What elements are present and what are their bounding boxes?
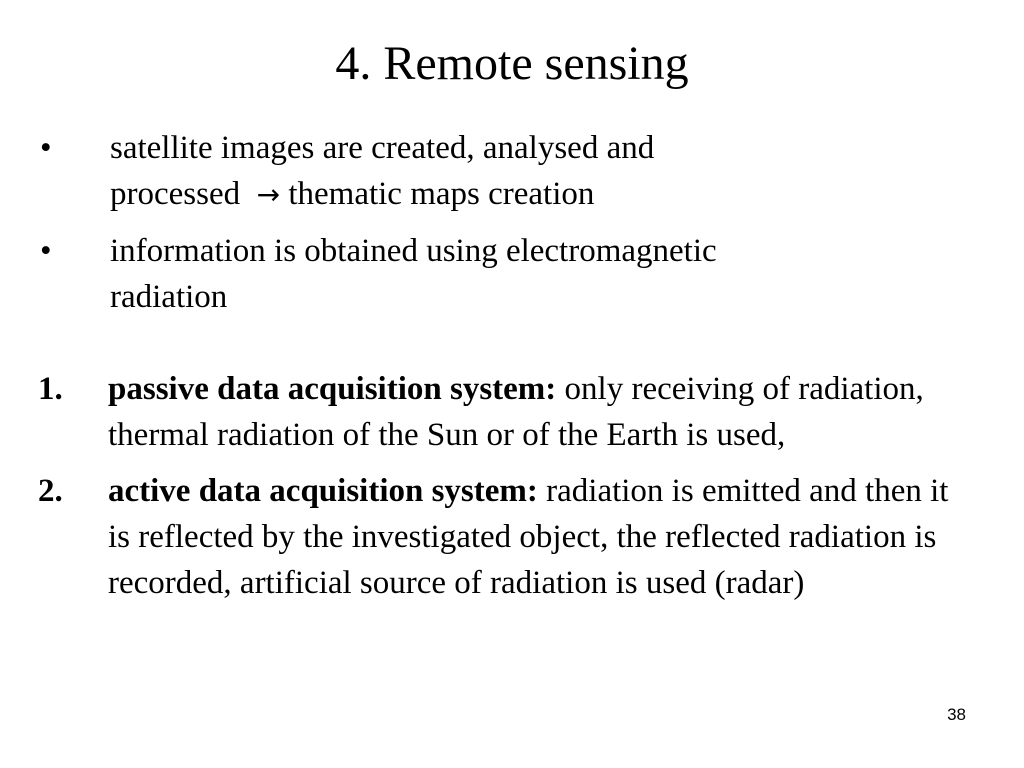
bullet-text-line2-start: processed bbox=[110, 176, 257, 212]
item-text bbox=[108, 366, 978, 458]
bullet-list bbox=[38, 125, 978, 320]
item-description: only receiving of radiation, thermal radiation of the Sun or of the Earth is used, bbox=[108, 371, 924, 453]
bullet-text-line1: information is obtained using electromagnetic bbox=[110, 233, 717, 269]
bullet-item-satellite-images bbox=[38, 125, 978, 218]
item-number: 2. bbox=[38, 473, 63, 509]
arrow-icon: → bbox=[256, 178, 281, 211]
numbered-item-passive bbox=[38, 366, 978, 458]
slide-title: 4. Remote sensing bbox=[335, 37, 689, 90]
item-text bbox=[108, 468, 978, 606]
bullet-text-line2: radiation bbox=[110, 279, 228, 315]
slide-body bbox=[38, 125, 978, 616]
item-number: 1. bbox=[38, 371, 63, 407]
item-term: passive data acquisition system: bbox=[108, 371, 557, 407]
page-number: 38 bbox=[947, 705, 966, 724]
item-description: radiation is emitted and then it is reflected by the investigated object, the reflected radiation is recorded, artificial source of radiation is used (radar) bbox=[108, 473, 949, 601]
bullet-text-line2-end: thematic maps creation bbox=[280, 176, 595, 212]
numbered-item-active bbox=[38, 468, 978, 606]
bullet-marker: • bbox=[40, 233, 52, 269]
bullet-item-information bbox=[38, 228, 978, 320]
bullet-text bbox=[110, 125, 978, 218]
spacer bbox=[38, 330, 978, 366]
numbered-list bbox=[38, 366, 978, 606]
bullet-text bbox=[110, 228, 978, 320]
item-term: active data acquisition system: bbox=[108, 473, 538, 509]
bullet-marker: • bbox=[40, 130, 52, 166]
bullet-text-line1: satellite images are created, analysed and bbox=[110, 130, 655, 166]
